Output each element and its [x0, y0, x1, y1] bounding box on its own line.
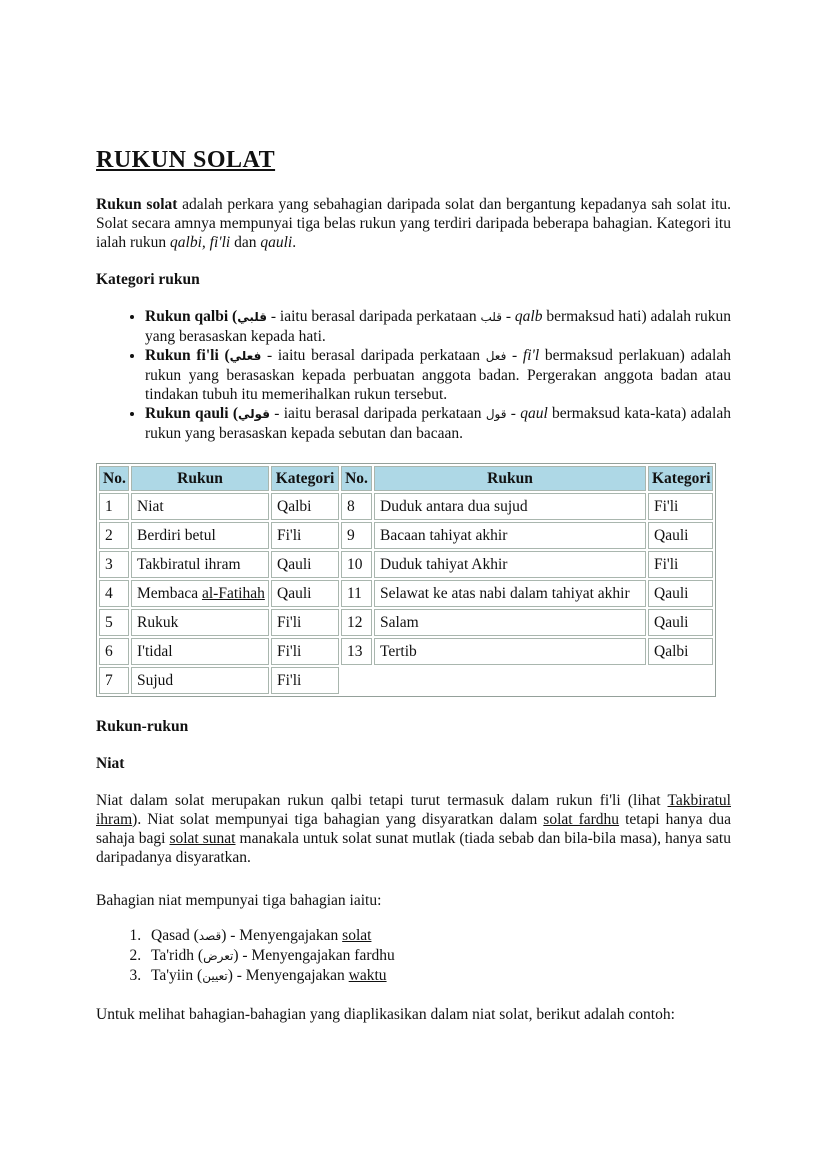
arabic-taridh: تعرض: [203, 949, 234, 963]
bullet-rukun-fili: • Rukun fi'li (فعلي - iaitu berasal daripada perkataan فعل - fi'l bermaksud perlakuan) adalah rukun yang berasaskan kepada perbuatan anggota badan. Pergerakan anggota badan atau tindakan tubuh itu memerihalkan rukun tersebut.: [145, 346, 731, 404]
link-al-fatihah[interactable]: al-Fatihah: [201, 585, 265, 602]
bullet-rukun-qauli: • Rukun qauli (قولي - iaitu berasal daripada perkataan قول - qaul bermaksud kata-kata) adalah rukun yang berasaskan kepada sebutan dan bacaan.: [145, 404, 731, 443]
empty-table-cell: [341, 667, 713, 694]
niat-paragraph: Niat dalam solat merupakan rukun qalbi tetapi turut termasuk dalam rukun fi'li (lihat Takbiratul ihram). Niat solat mempunyai tiga bahagian yang disyaratkan dalam solat fardhu tetapi hanya dua sahaja bagi solat sunat manakala untuk solat sunat mutlak (tiada sebab dan bila-bila masa), hanya satu daripadanya disyaratkan.: [96, 792, 731, 866]
table-row: 5 Rukuk Fi'li 12 Salam Qauli: [99, 609, 713, 636]
link-solat[interactable]: solat: [342, 927, 372, 944]
list-item-taridh: 2. Ta'ridh (تعرض) - Menyengajakan fardhu: [145, 946, 731, 966]
link-takbiratul-ihram[interactable]: Takbiratul ihram: [96, 792, 731, 828]
table-header-rukun-right: Rukun: [374, 466, 646, 491]
table-header-no-left: No.: [99, 466, 129, 491]
table-header-rukun-left: Rukun: [131, 466, 269, 491]
niat-numbered-list: [96, 926, 731, 986]
arabic-qaul: قول: [485, 407, 507, 421]
table-row: 4 Membaca al-Fatihah Qauli 11 Selawat ke atas nabi dalam tahiyat akhir Qauli: [99, 580, 713, 607]
kategori-bullet-list: [96, 307, 731, 443]
rukun-table: [96, 463, 716, 697]
arabic-tayiin: تعيين: [202, 969, 228, 983]
bullet-rukun-qalbi: • Rukun qalbi (قلبي - iaitu berasal daripada perkataan قلب - qalb bermaksud hati) adalah rukun yang berasaskan kepada hati.: [145, 307, 731, 346]
arabic-qasad: قصد: [198, 929, 222, 943]
section-heading-kategori-rukun: Kategori rukun: [96, 271, 200, 288]
list-item-tayiin: 3. Ta'yiin (تعيين) - Menyengajakan waktu: [145, 966, 731, 986]
table-header-kategori-right: Kategori: [648, 466, 713, 491]
section-heading-rukun-rukun: Rukun-rukun: [96, 718, 189, 735]
page-title: RUKUN SOLAT: [96, 147, 276, 173]
section-heading-niat: Niat: [96, 755, 125, 772]
arabic-fil: فعل: [485, 349, 507, 363]
link-waktu[interactable]: waktu: [348, 967, 387, 984]
table-row: 3 Takbiratul ihram Qauli 10 Duduk tahiyat Akhir Fi'li: [99, 551, 713, 578]
arabic-qalb: قلب: [480, 310, 502, 324]
intro-paragraph: Rukun solat adalah perkara yang sebahagian daripada solat dan bergantung kepadanya sah solat itu. Solat secara amnya mempunyai tiga belas rukun yang terdiri daripada beberapa bahagian. Kategori itu ialah rukun qalbi, fi'li dan qauli.: [96, 196, 732, 251]
table-row: 7 Sujud Fi'li: [99, 667, 713, 694]
arabic-fili: فعلي: [229, 349, 262, 363]
closing-paragraph: Untuk melihat bahagian-bahagian yang diaplikasikan dalam niat solat, berikut adalah contoh:: [96, 1006, 675, 1023]
table-header-row: [99, 466, 713, 491]
link-solat-fardhu[interactable]: solat fardhu: [543, 811, 620, 828]
link-solat-sunat[interactable]: solat sunat: [169, 830, 236, 847]
arabic-qauli: قولي: [237, 407, 271, 421]
bahagian-paragraph: Bahagian niat mempunyai tiga bahagian iaitu:: [96, 892, 382, 909]
arabic-qalbi: قلبي: [237, 310, 267, 324]
table-row: 1 Niat Qalbi 8 Duduk antara dua sujud Fi'li: [99, 493, 713, 520]
table-header-kategori-left: Kategori: [271, 466, 339, 491]
table-row: 2 Berdiri betul Fi'li 9 Bacaan tahiyat akhir Qauli: [99, 522, 713, 549]
table-header-no-right: No.: [341, 466, 372, 491]
list-item-qasad: 1. Qasad (قصد) - Menyengajakan solat: [145, 926, 731, 946]
table-row: 6 I'tidal Fi'li 13 Tertib Qalbi: [99, 638, 713, 665]
intro-bold-lead: Rukun solat: [96, 196, 178, 213]
